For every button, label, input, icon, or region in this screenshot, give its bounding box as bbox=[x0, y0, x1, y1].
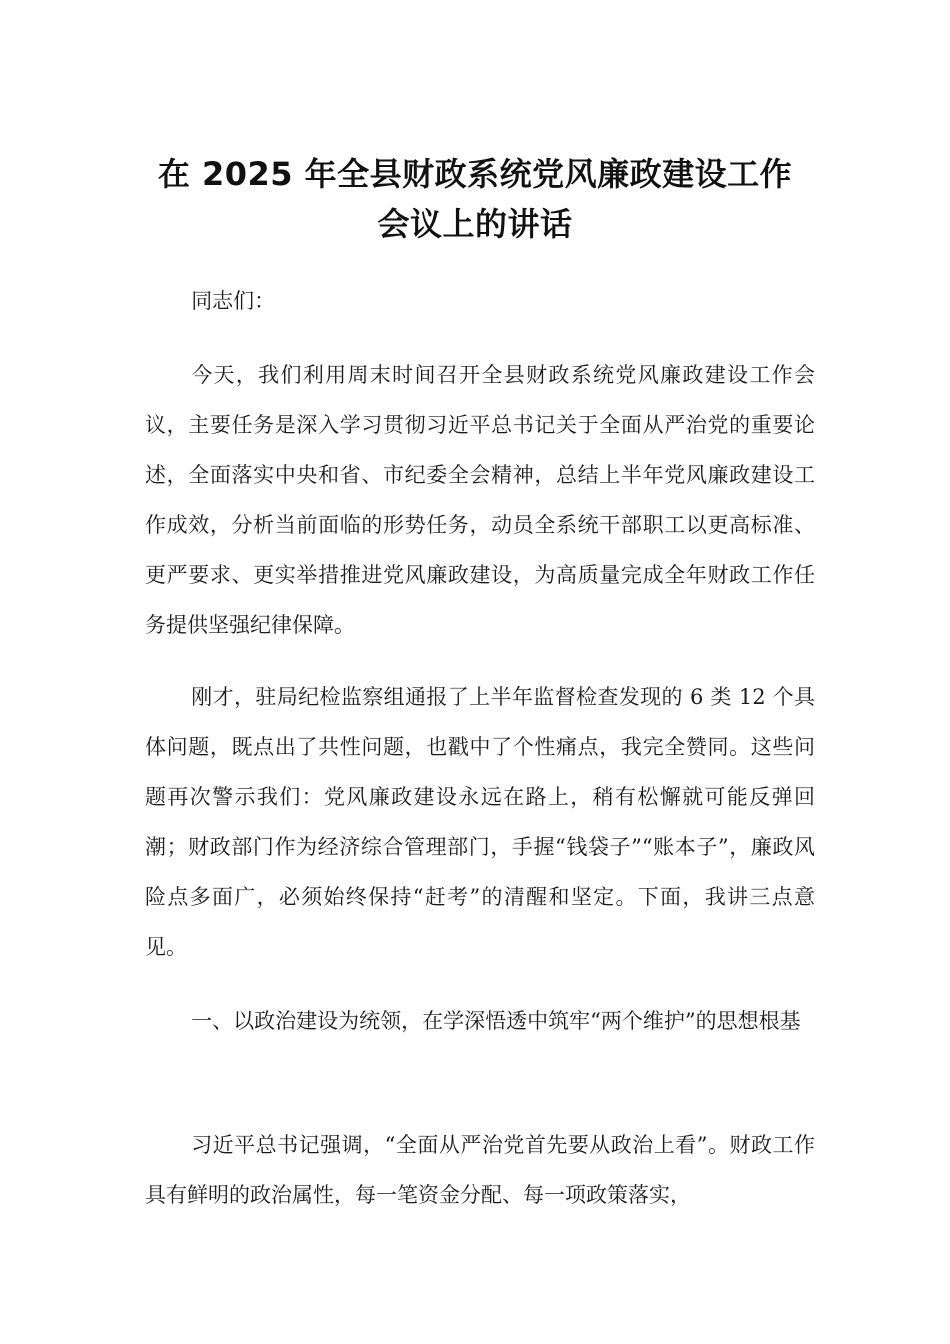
title-line-1: 在 2025 年全县财政系统党风廉政建设工作 bbox=[157, 155, 793, 194]
title-line-2: 会议上的讲话 bbox=[377, 205, 573, 244]
paragraph-intro: 今天，我们利用周末时间召开全县财政系统党风廉政建设工作会议，主要任务是深入学习贯彻习近平总书记关于全面从严治党的重要论述，全面落实中央和省、市纪委全会精神，总结上半年党风廉政建设工作成效，分析当前面临的形势任务，动员全系统干部职工以更高标准、更严要求、更实举措推进党风廉政建设，为高质量完成全年财政工作任务提供坚强纪律保障。 bbox=[145, 363, 815, 637]
paragraph-review: 刚才，驻局纪检监察组通报了上半年监督检查发现的 6 类 12 个具体问题，既点出了共性问题，也戳中了个性痛点，我完全赞同。这些问题再次警示我们：党风廉政建设永远在路上，稍有松懈就可能反弹回潮；财政部门作为经济综合管理部门，手握“钱袋子”“账本子”，廉政风险点多面广，必须始终保持“赶考”的清醒和坚定。下面，我讲三点意见。 bbox=[145, 685, 815, 959]
paragraph-section-1: 习近平总书记强调，“全面从严治党首先要从政治上看”。财政工作具有鲜明的政治属性，每一笔资金分配、每一项政策落实， bbox=[145, 1133, 815, 1207]
document-title bbox=[120, 149, 830, 249]
salutation: 同志们： bbox=[191, 289, 276, 313]
section-heading-1: 一、以政治建设为统领，在学深悟透中筑牢“两个维护”的思想根基 bbox=[191, 1009, 801, 1033]
